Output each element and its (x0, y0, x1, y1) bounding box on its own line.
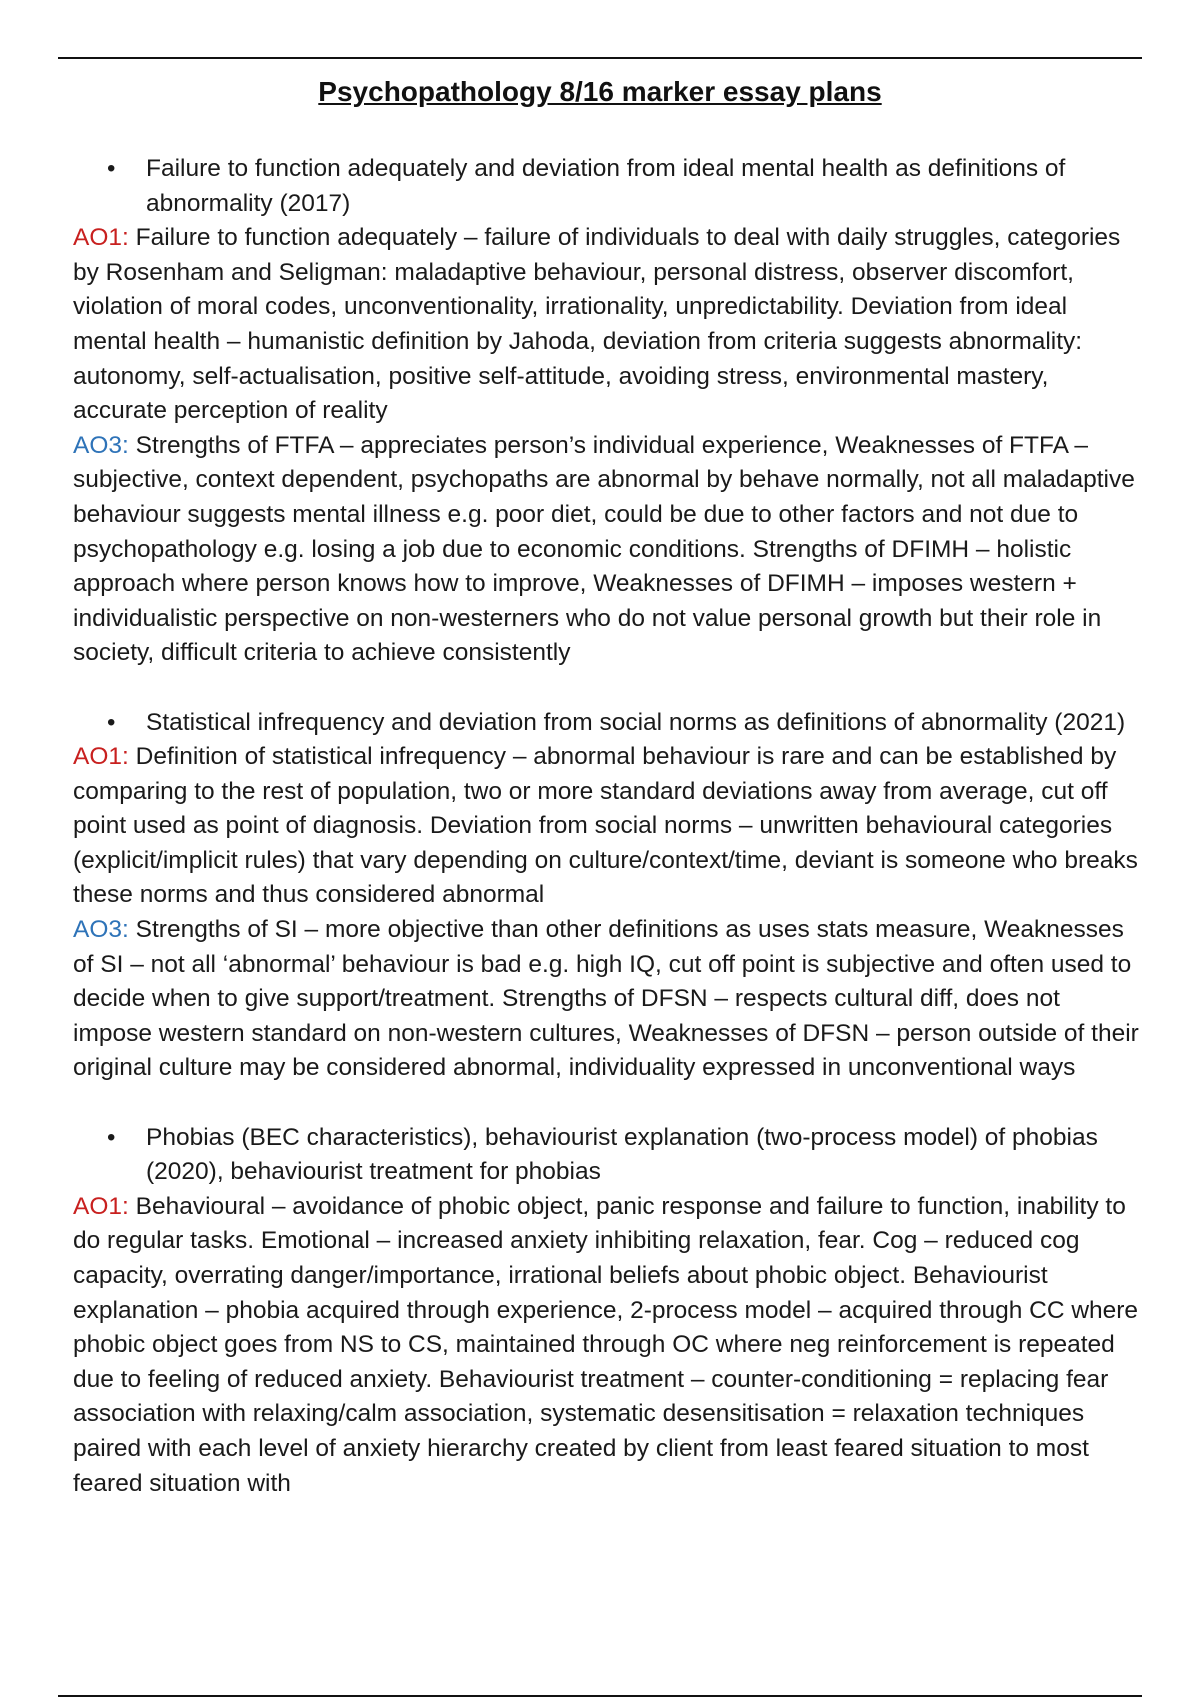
bullet-heading-text: Statistical infrequency and deviation from social norms as definitions of abnormality (2021) (146, 708, 1126, 736)
ao3-label: AO3: (73, 431, 129, 459)
bullet-heading (73, 706, 1143, 741)
bullet-heading (73, 1121, 1143, 1190)
ao1-text: Failure to function adequately – failure of individuals to deal with daily struggles, categories by Rosenham and Seligman: maladaptive behaviour, personal distress, observer discomfort, violation of moral codes, unconventionality, irrationality, unpredictability. Deviation from ideal mental health – humanistic definition by Jahoda, deviation from criteria suggests abnormality: autonomy, self-actualisation, positive self-attitude, avoiding stress, environmental mastery, accurate perception of reality (73, 224, 1121, 425)
essay-plan-2 (73, 706, 1143, 1087)
bottom-rule (58, 1695, 1142, 1697)
essay-plan-3 (73, 1121, 1143, 1502)
bullet-heading (73, 152, 1143, 221)
ao3-paragraph (73, 913, 1143, 1086)
ao1-text: Definition of statistical infrequency – abnormal behaviour is rare and can be established by comparing to the rest of population, two or more standard deviations away from average, cut off point used as point of diagnosis. Deviation from social norms – unwritten behavioural categories (explicit/implicit rules) that vary depending on culture/context/time, deviant is someone who breaks these norms and thus considered abnormal (73, 743, 1138, 909)
page-title: Psychopathology 8/16 marker essay plans (318, 76, 882, 107)
ao1-paragraph (73, 1190, 1143, 1501)
ao1-label: AO1: (73, 1192, 129, 1220)
ao3-text: Strengths of FTFA – appreciates person’s individual experience, Weaknesses of FTFA – subjective, context dependent, psychopaths are abnormal by behave normally, not all maladaptive behaviour suggests mental illness e.g. poor diet, could be due to other factors and not due to psychopathology e.g. losing a job due to economic conditions. Strengths of DFIMH – holistic approach where person knows how to improve, Weaknesses of DFIMH – imposes western + individualistic perspective on non-westerners who do not value personal growth but their role in society, difficult criteria to achieve consistently (73, 431, 1135, 667)
ao3-text: Strengths of SI – more objective than other definitions as uses stats measure, Weaknesses of SI – not all ‘abnormal’ behaviour is bad e.g. high IQ, cut off point is subjective and often used to decide when to give support/treatment. Strengths of DFSN – respects cultural diff, does not impose western standard on non-western cultures, Weaknesses of DFSN – person outside of their original culture may be considered abnormal, individuality expressed in unconventional ways (73, 916, 1139, 1082)
bullet-icon: • (107, 708, 116, 736)
ao1-text: Behavioural – avoidance of phobic object, panic response and failure to function, inability to do regular tasks. Emotional – increased anxiety inhibiting relaxation, fear. Cog – reduced cog capacity, overrating danger/importance, irrational beliefs about phobic object. Behaviourist explanation – phobia acquired through experience, 2-process model – acquired through CC where phobic object goes from NS to CS, maintained through OC where neg reinforcement is repeated due to feeling of reduced anxiety. Behaviourist treatment – counter-conditioning = replacing fear association with relaxing/calm association, systematic desensitisation = relaxation techniques paired with each level of anxiety hierarchy created by client from least feared situation to most feared situation with (73, 1192, 1139, 1497)
document-body (73, 152, 1143, 1536)
bullet-heading-text: Failure to function adequately and deviation from ideal mental health as definitions of abnormality (2017) (146, 155, 1066, 217)
essay-plan-1 (73, 152, 1143, 671)
ao1-paragraph (73, 221, 1143, 429)
ao1-label: AO1: (73, 743, 129, 771)
ao3-paragraph (73, 429, 1143, 671)
ao3-label: AO3: (73, 916, 129, 944)
bullet-icon: • (107, 155, 116, 182)
bullet-icon: • (107, 1123, 116, 1151)
ao1-paragraph (73, 740, 1143, 913)
ao1-label: AO1: (73, 224, 129, 252)
bullet-heading-text: Phobias (BEC characteristics), behaviourist explanation (two-process model) of phobias (2020), behaviourist treatment for phobias (146, 1123, 1098, 1186)
top-rule (58, 57, 1142, 59)
